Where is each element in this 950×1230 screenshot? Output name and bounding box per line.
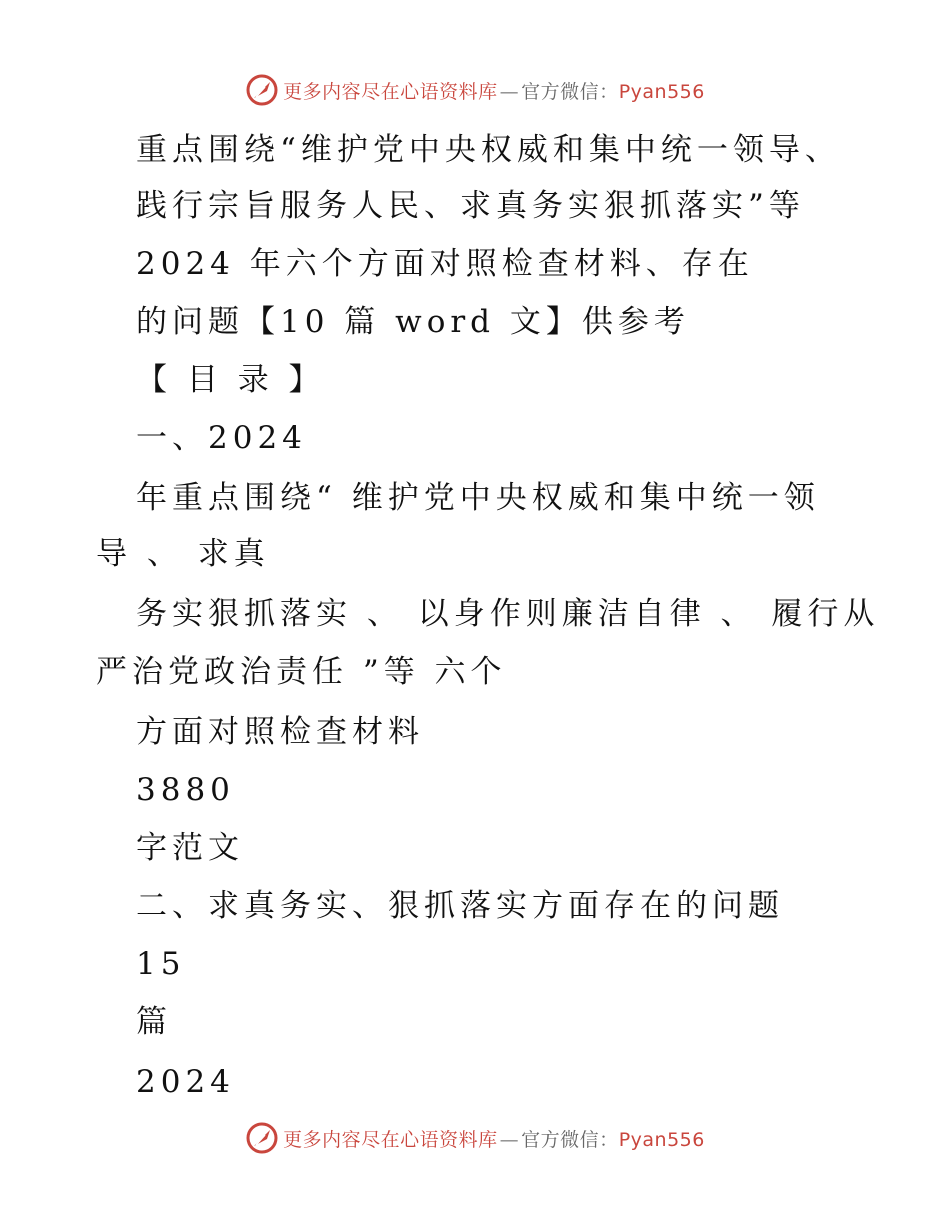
toc-heading: 【 目 录 】: [136, 362, 325, 398]
footer-banner: [0, 1118, 950, 1158]
toc-item-line: 年重点围绕“ 维护党中央权威和集中统一领: [136, 480, 820, 516]
toc-item-line: 15: [136, 946, 186, 982]
title-line-2: 践行宗旨服务人民、求真务实狠抓落实”等: [136, 188, 805, 224]
toc-item-line: 务实狠抓落实 、 以身作则廉洁自律 、 履行从: [136, 596, 880, 632]
footer-banner-text: [283, 1125, 705, 1152]
toc-item-line: 篇: [136, 1004, 172, 1040]
title-line-4: 的问题【10 篇 word 文】供参考: [136, 304, 690, 340]
title-line-1: 重点围绕“维护党中央权威和集中统一领导、: [136, 132, 841, 168]
toc-item-line: 一、2024: [136, 420, 307, 456]
header-dash: —: [499, 80, 520, 103]
header-banner: [0, 70, 950, 110]
header-site-name: 更多内容尽在心语资料库: [283, 80, 498, 103]
header-banner-text: [283, 77, 705, 104]
title-line-3: 2024 年六个方面对照检查材料、存在: [136, 246, 754, 282]
footer-dash: —: [499, 1128, 520, 1151]
header-wechat-label: 官方微信：: [521, 80, 619, 103]
toc-item-line: 导 、 求真: [96, 536, 270, 572]
header-wechat-id: Pyan556: [618, 80, 705, 103]
toc-item-line: 二、求真务实、狠抓落实方面存在的问题: [136, 888, 784, 924]
footer-wechat-id: Pyan556: [618, 1128, 705, 1151]
toc-item-line: 字范文: [136, 830, 244, 866]
footer-site-name: 更多内容尽在心语资料库: [283, 1128, 498, 1151]
toc-item-line: 3880: [136, 772, 235, 808]
quill-logo-icon: [245, 1121, 279, 1155]
toc-item-line: 严治党政治责任 ”等 六个: [96, 654, 507, 690]
footer-wechat-label: 官方微信：: [521, 1128, 619, 1151]
toc-item-line: 方面对照检查材料: [136, 714, 424, 750]
quill-logo-icon: [245, 73, 279, 107]
toc-item-line: 2024: [136, 1064, 235, 1100]
